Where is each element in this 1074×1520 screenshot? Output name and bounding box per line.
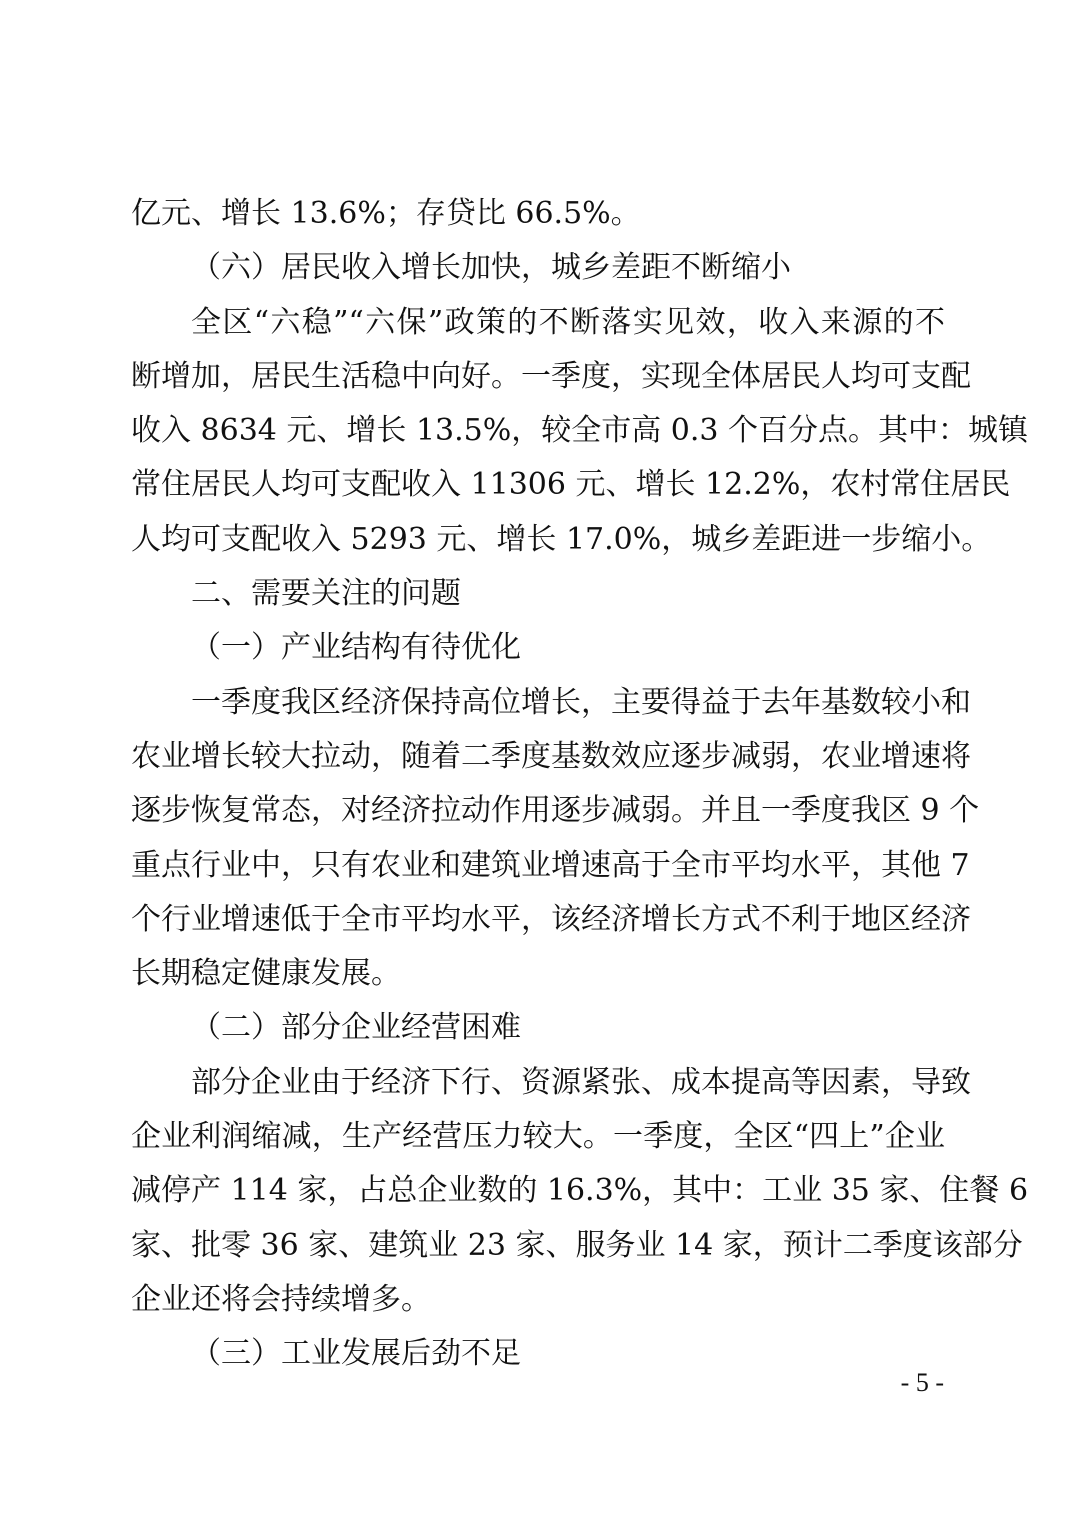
section-heading: 二、需要关注的问题 (191, 576, 461, 612)
body-text-line: 断增加，居民生活稳中向好。一季度，实现全体居民人均可支配 (131, 358, 971, 394)
body-text-line: 常住居民人均可支配收入 11306 元、增长 12.2%，农村常住居民 (131, 467, 1011, 503)
body-text-line: 企业利润缩减，生产经营压力较大。一季度，全区“四上”企业 (131, 1119, 945, 1155)
section-subheading: （一）产业结构有待优化 (191, 630, 521, 666)
body-text-line: 农业增长较大拉动，随着二季度基数效应逐步减弱，农业增速将 (131, 738, 971, 774)
body-text-line: 一季度我区经济保持高位增长，主要得益于去年基数较小和 (191, 684, 971, 720)
body-text-line: 家、批零 36 家、建筑业 23 家、服务业 14 家，预计二季度该部分 (131, 1227, 1023, 1263)
section-subheading: （二）部分企业经营困难 (191, 1010, 521, 1046)
page-number: - 5 - (900, 1368, 944, 1397)
body-text-line: 亿元、增长 13.6%；存贷比 66.5%。 (131, 196, 641, 231)
body-text-line: 个行业增速低于全市平均水平，该经济增长方式不利于地区经济 (131, 901, 971, 937)
body-text-line: 收入 8634 元、增长 13.5%，较全市高 0.3 个百分点。其中：城镇 (131, 413, 1029, 449)
body-text-line: 人均可支配收入 5293 元、增长 17.0%，城乡差距进一步缩小。 (131, 521, 992, 557)
document-body (131, 187, 1029, 1382)
body-text-line: 逐步恢复常态，对经济拉动作用逐步减弱。并且一季度我区 9 个 (131, 793, 980, 829)
body-text-line: 重点行业中，只有农业和建筑业增速高于全市平均水平，其他 7 (131, 847, 970, 883)
section-subheading: （三）工业发展后劲不足 (191, 1336, 521, 1372)
body-text-line: 减停产 114 家，占总企业数的 16.3%，其中：工业 35 家、住餐 6 (131, 1173, 1029, 1209)
body-text-line: 部分企业由于经济下行、资源紧张、成本提高等因素，导致 (191, 1064, 971, 1100)
body-text-line: 企业还将会持续增多。 (131, 1281, 431, 1317)
section-subheading: （六）居民收入增长加快，城乡差距不断缩小 (191, 250, 791, 286)
body-text-line: 全区“六稳”“六保”政策的不断落实见效，收入来源的不 (191, 304, 945, 340)
body-text-line: 长期稳定健康发展。 (131, 956, 401, 992)
